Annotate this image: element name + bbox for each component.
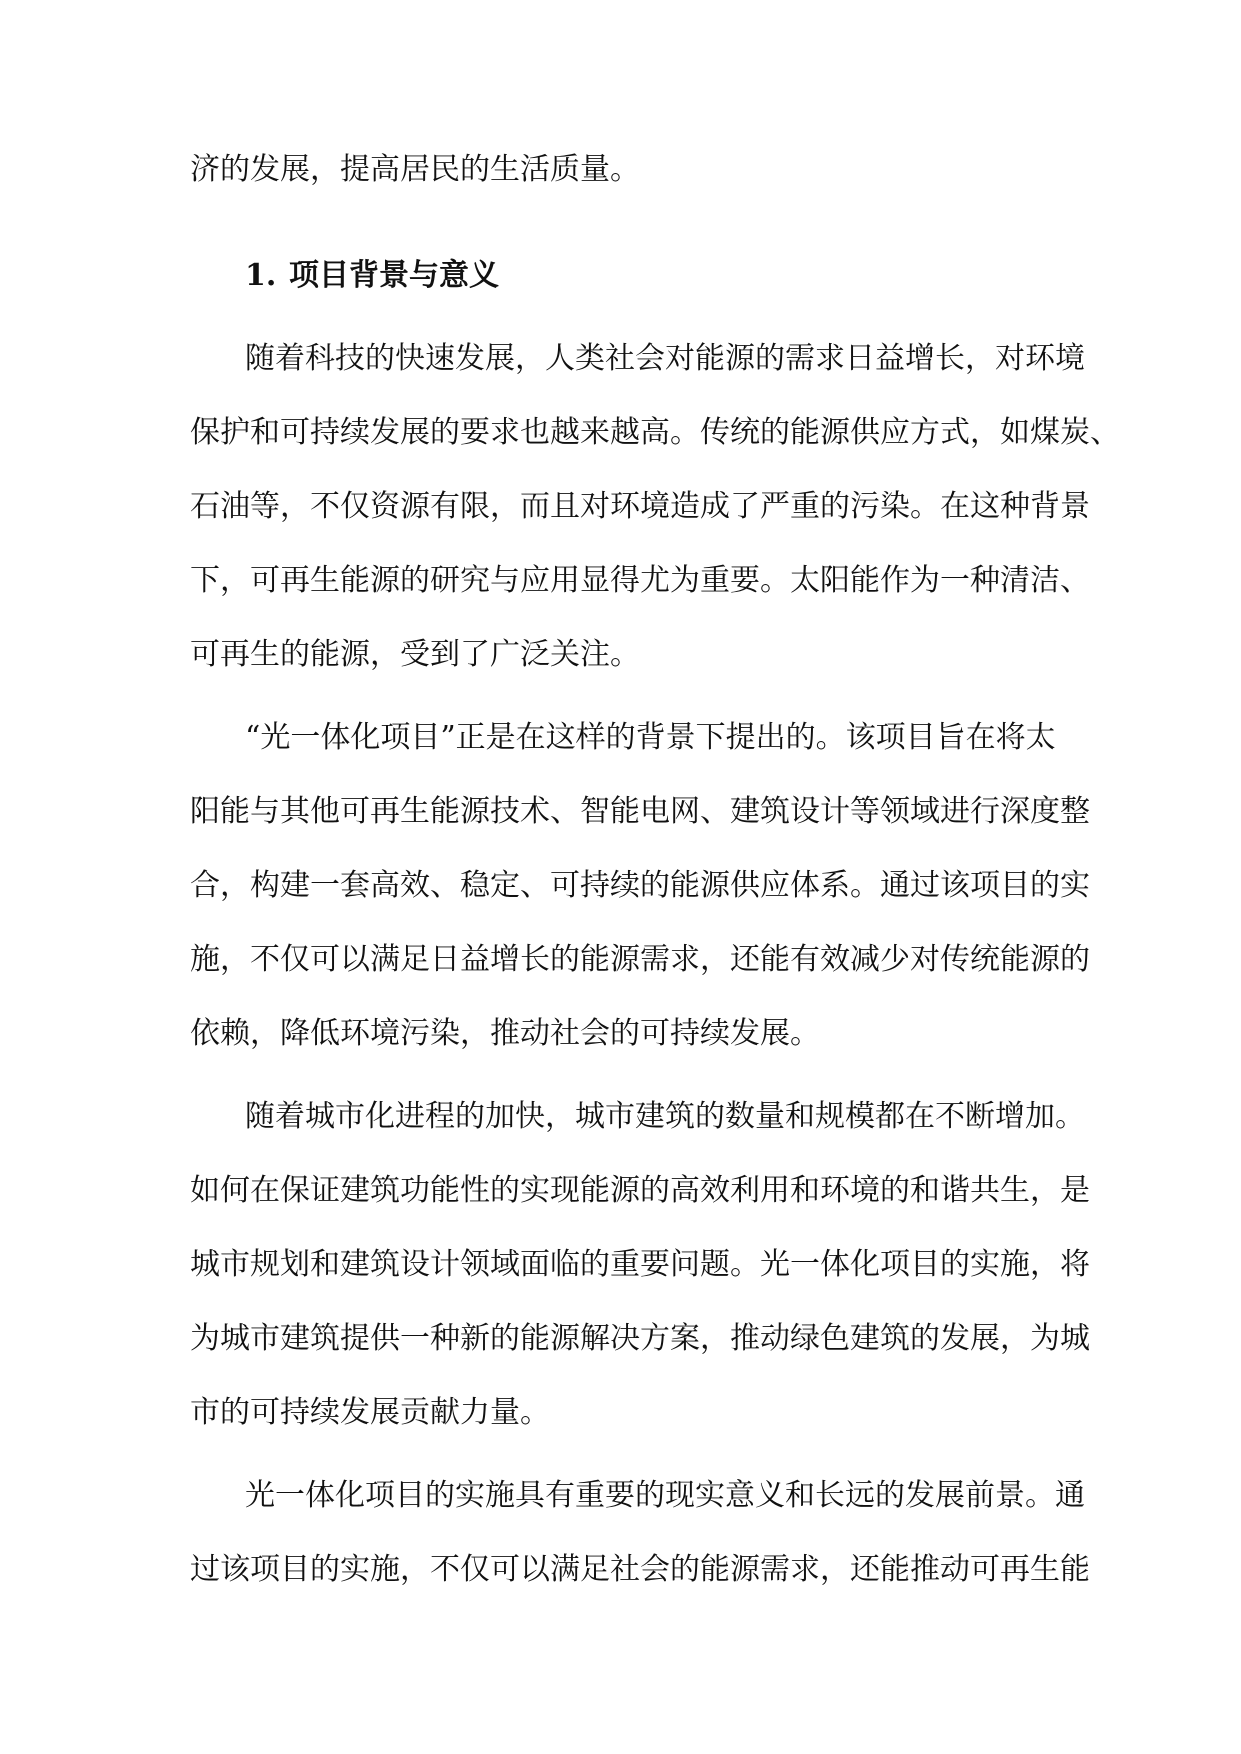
paragraph-1-line-5: 可再生的能源，受到了广泛关注。 — [190, 637, 640, 672]
paragraph-1-line-2: 保护和可持续发展的要求也越来越高。传统的能源供应方式，如煤炭、 — [190, 415, 1120, 450]
paragraph-4-line-2: 过该项目的实施，不仅可以满足社会的能源需求，还能推动可再生能 — [190, 1552, 1090, 1587]
paragraph-2-line-3: 合，构建一套高效、稳定、可持续的能源供应体系。通过该项目的实 — [190, 868, 1090, 903]
paragraph-3-line-4: 为城市建筑提供一种新的能源解决方案，推动绿色建筑的发展，为城 — [190, 1321, 1090, 1356]
paragraph-2-line-2: 阳能与其他可再生能源技术、智能电网、建筑设计等领域进行深度整 — [190, 794, 1090, 829]
section-number: 1. — [245, 258, 277, 293]
text-line: 济的发展，提高居民的生活质量。 — [190, 152, 640, 187]
paragraph-2-line-5: 依赖，降低环境污染，推动社会的可持续发展。 — [190, 1016, 820, 1051]
paragraph-4-line-1: 光一体化项目的实施具有重要的现实意义和长远的发展前景。通 — [245, 1478, 1085, 1513]
section-heading — [245, 256, 499, 296]
paragraph-3-line-3: 城市规划和建筑设计领域面临的重要问题。光一体化项目的实施，将 — [190, 1247, 1090, 1282]
paragraph-2-line-4: 施，不仅可以满足日益增长的能源需求，还能有效减少对传统能源的 — [190, 942, 1090, 977]
paragraph-2-line-1: “光一体化项目”正是在这样的背景下提出的。该项目旨在将太 — [245, 720, 1056, 755]
section-title: 项目背景与意义 — [289, 258, 499, 293]
paragraph-3-line-5: 市的可持续发展贡献力量。 — [190, 1395, 550, 1430]
paragraph-3-line-2: 如何在保证建筑功能性的实现能源的高效利用和环境的和谐共生，是 — [190, 1173, 1090, 1208]
paragraph-3-line-1: 随着城市化进程的加快，城市建筑的数量和规模都在不断增加。 — [245, 1099, 1085, 1134]
paragraph-1-line-3: 石油等，不仅资源有限，而且对环境造成了严重的污染。在这种背景 — [190, 489, 1090, 524]
paragraph-1-line-4: 下，可再生能源的研究与应用显得尤为重要。太阳能作为一种清洁、 — [190, 563, 1090, 598]
paragraph-1-line-1: 随着科技的快速发展，人类社会对能源的需求日益增长，对环境 — [245, 341, 1085, 376]
